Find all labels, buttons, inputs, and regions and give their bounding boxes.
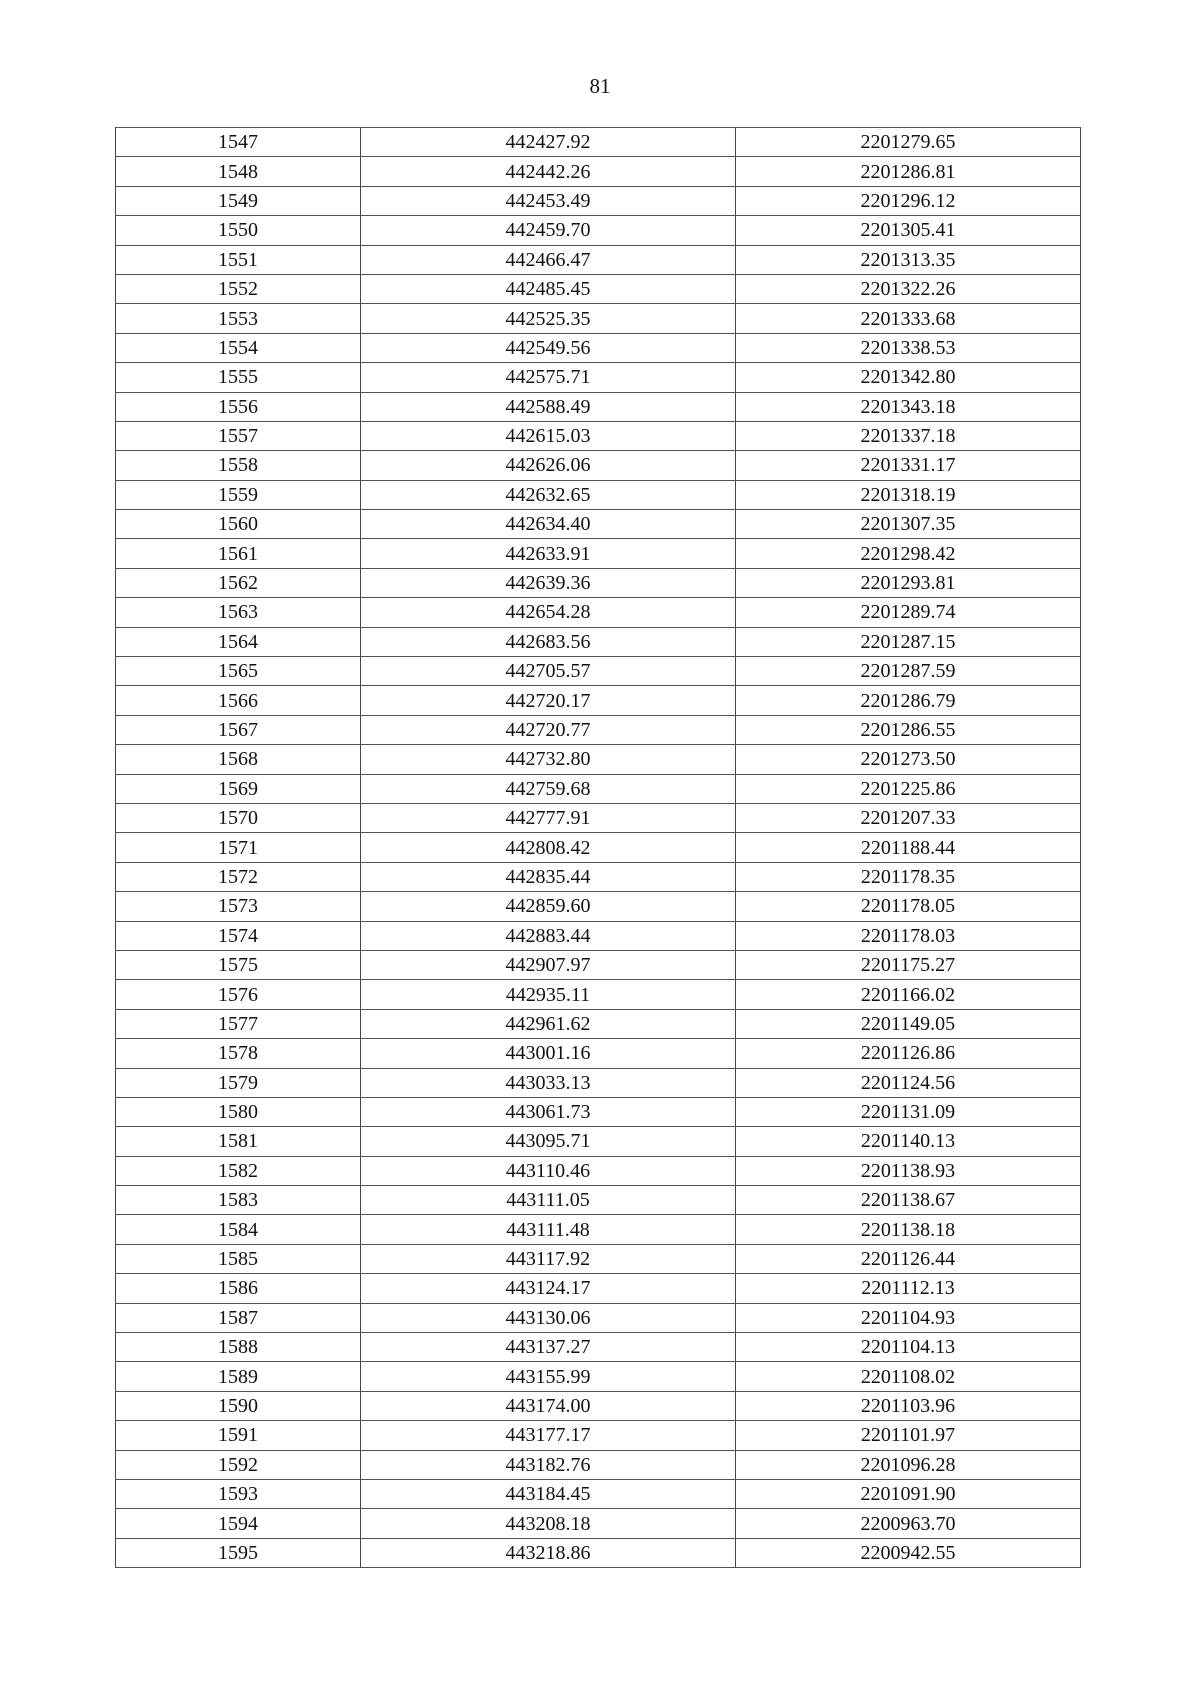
x-coordinate-cell: 442575.71 (361, 363, 736, 392)
x-coordinate-cell: 443137.27 (361, 1333, 736, 1362)
x-coordinate-cell: 443174.00 (361, 1391, 736, 1420)
table-row (116, 1068, 1081, 1097)
x-coordinate-cell: 443001.16 (361, 1039, 736, 1068)
x-coordinate-cell: 442961.62 (361, 1009, 736, 1038)
y-coordinate-cell: 2201140.13 (736, 1127, 1081, 1156)
table-row (116, 1479, 1081, 1508)
point-number-cell: 1559 (116, 480, 361, 509)
point-number-cell: 1566 (116, 686, 361, 715)
point-number-cell: 1580 (116, 1097, 361, 1126)
x-coordinate-cell: 442732.80 (361, 745, 736, 774)
y-coordinate-cell: 2201338.53 (736, 333, 1081, 362)
x-coordinate-cell: 442883.44 (361, 921, 736, 950)
y-coordinate-cell: 2201331.17 (736, 451, 1081, 480)
x-coordinate-cell: 442453.49 (361, 186, 736, 215)
x-coordinate-cell: 442634.40 (361, 510, 736, 539)
x-coordinate-cell: 443130.06 (361, 1303, 736, 1332)
coordinates-table (115, 127, 1081, 1568)
x-coordinate-cell: 442759.68 (361, 774, 736, 803)
table-row (116, 950, 1081, 979)
page-number: 81 (589, 74, 611, 98)
x-coordinate-cell: 442549.56 (361, 333, 736, 362)
table-row (116, 1127, 1081, 1156)
y-coordinate-cell: 2200942.55 (736, 1538, 1081, 1567)
table-row (116, 392, 1081, 421)
x-coordinate-cell: 443177.17 (361, 1421, 736, 1450)
y-coordinate-cell: 2201178.05 (736, 892, 1081, 921)
table-row (116, 1450, 1081, 1479)
point-number-cell: 1562 (116, 568, 361, 597)
y-coordinate-cell: 2201342.80 (736, 363, 1081, 392)
table-row (116, 568, 1081, 597)
table-row (116, 627, 1081, 656)
x-coordinate-cell: 442835.44 (361, 862, 736, 891)
table-row (116, 245, 1081, 274)
table-row (116, 510, 1081, 539)
y-coordinate-cell: 2201126.44 (736, 1244, 1081, 1273)
point-number-cell: 1594 (116, 1509, 361, 1538)
x-coordinate-cell: 443033.13 (361, 1068, 736, 1097)
x-coordinate-cell: 442588.49 (361, 392, 736, 421)
y-coordinate-cell: 2201225.86 (736, 774, 1081, 803)
y-coordinate-cell: 2201305.41 (736, 216, 1081, 245)
x-coordinate-cell: 442485.45 (361, 274, 736, 303)
table-row (116, 686, 1081, 715)
y-coordinate-cell: 2201149.05 (736, 1009, 1081, 1038)
y-coordinate-cell: 2201343.18 (736, 392, 1081, 421)
x-coordinate-cell: 442859.60 (361, 892, 736, 921)
x-coordinate-cell: 442777.91 (361, 803, 736, 832)
table-row (116, 1509, 1081, 1538)
point-number-cell: 1574 (116, 921, 361, 950)
point-number-cell: 1591 (116, 1421, 361, 1450)
y-coordinate-cell: 2201138.18 (736, 1215, 1081, 1244)
y-coordinate-cell: 2201318.19 (736, 480, 1081, 509)
point-number-cell: 1553 (116, 304, 361, 333)
table-row (116, 128, 1081, 157)
x-coordinate-cell: 442720.17 (361, 686, 736, 715)
x-coordinate-cell: 443111.05 (361, 1186, 736, 1215)
x-coordinate-cell: 443110.46 (361, 1156, 736, 1185)
x-coordinate-cell: 443182.76 (361, 1450, 736, 1479)
point-number-cell: 1550 (116, 216, 361, 245)
point-number-cell: 1593 (116, 1479, 361, 1508)
table-row (116, 803, 1081, 832)
point-number-cell: 1590 (116, 1391, 361, 1420)
x-coordinate-cell: 443095.71 (361, 1127, 736, 1156)
x-coordinate-cell: 443184.45 (361, 1479, 736, 1508)
y-coordinate-cell: 2201298.42 (736, 539, 1081, 568)
point-number-cell: 1569 (116, 774, 361, 803)
x-coordinate-cell: 442683.56 (361, 627, 736, 656)
table-row (116, 333, 1081, 362)
y-coordinate-cell: 2201296.12 (736, 186, 1081, 215)
x-coordinate-cell: 442654.28 (361, 598, 736, 627)
x-coordinate-cell: 443111.48 (361, 1215, 736, 1244)
point-number-cell: 1578 (116, 1039, 361, 1068)
y-coordinate-cell: 2201307.35 (736, 510, 1081, 539)
y-coordinate-cell: 2201188.44 (736, 833, 1081, 862)
point-number-cell: 1548 (116, 157, 361, 186)
x-coordinate-cell: 443124.17 (361, 1274, 736, 1303)
x-coordinate-cell: 443061.73 (361, 1097, 736, 1126)
y-coordinate-cell: 2201108.02 (736, 1362, 1081, 1391)
table-row (116, 774, 1081, 803)
x-coordinate-cell: 443208.18 (361, 1509, 736, 1538)
y-coordinate-cell: 2201287.15 (736, 627, 1081, 656)
point-number-cell: 1561 (116, 539, 361, 568)
x-coordinate-cell: 442720.77 (361, 715, 736, 744)
table-row (116, 451, 1081, 480)
y-coordinate-cell: 2201273.50 (736, 745, 1081, 774)
point-number-cell: 1595 (116, 1538, 361, 1567)
x-coordinate-cell: 443218.86 (361, 1538, 736, 1567)
table-row (116, 598, 1081, 627)
x-coordinate-cell: 442907.97 (361, 950, 736, 979)
point-number-cell: 1555 (116, 363, 361, 392)
y-coordinate-cell: 2201138.67 (736, 1186, 1081, 1215)
point-number-cell: 1563 (116, 598, 361, 627)
point-number-cell: 1568 (116, 745, 361, 774)
x-coordinate-cell: 442626.06 (361, 451, 736, 480)
table-row (116, 1274, 1081, 1303)
table-row (116, 1039, 1081, 1068)
point-number-cell: 1547 (116, 128, 361, 157)
table-row (116, 833, 1081, 862)
point-number-cell: 1573 (116, 892, 361, 921)
point-number-cell: 1575 (116, 950, 361, 979)
y-coordinate-cell: 2201131.09 (736, 1097, 1081, 1126)
y-coordinate-cell: 2201287.59 (736, 657, 1081, 686)
x-coordinate-cell: 443155.99 (361, 1362, 736, 1391)
y-coordinate-cell: 2201104.13 (736, 1333, 1081, 1362)
y-coordinate-cell: 2201207.33 (736, 803, 1081, 832)
table-row (116, 715, 1081, 744)
point-number-cell: 1584 (116, 1215, 361, 1244)
x-coordinate-cell: 442525.35 (361, 304, 736, 333)
table-row (116, 1097, 1081, 1126)
point-number-cell: 1554 (116, 333, 361, 362)
point-number-cell: 1583 (116, 1186, 361, 1215)
coordinates-table-body (116, 128, 1081, 1568)
y-coordinate-cell: 2201333.68 (736, 304, 1081, 333)
point-number-cell: 1560 (116, 510, 361, 539)
y-coordinate-cell: 2201313.35 (736, 245, 1081, 274)
point-number-cell: 1571 (116, 833, 361, 862)
table-row (116, 1538, 1081, 1567)
point-number-cell: 1556 (116, 392, 361, 421)
table-row (116, 657, 1081, 686)
table-row (116, 1333, 1081, 1362)
table-row (116, 1186, 1081, 1215)
x-coordinate-cell: 442705.57 (361, 657, 736, 686)
y-coordinate-cell: 2201289.74 (736, 598, 1081, 627)
table-row (116, 1421, 1081, 1450)
y-coordinate-cell: 2201096.28 (736, 1450, 1081, 1479)
point-number-cell: 1588 (116, 1333, 361, 1362)
y-coordinate-cell: 2201124.56 (736, 1068, 1081, 1097)
y-coordinate-cell: 2201286.79 (736, 686, 1081, 715)
table-row (116, 539, 1081, 568)
y-coordinate-cell: 2201178.03 (736, 921, 1081, 950)
table-row (116, 274, 1081, 303)
y-coordinate-cell: 2201279.65 (736, 128, 1081, 157)
x-coordinate-cell: 443117.92 (361, 1244, 736, 1273)
table-row (116, 892, 1081, 921)
x-coordinate-cell: 442632.65 (361, 480, 736, 509)
x-coordinate-cell: 442615.03 (361, 421, 736, 450)
y-coordinate-cell: 2201286.81 (736, 157, 1081, 186)
x-coordinate-cell: 442442.26 (361, 157, 736, 186)
x-coordinate-cell: 442427.92 (361, 128, 736, 157)
table-row (116, 862, 1081, 891)
table-row (116, 1215, 1081, 1244)
y-coordinate-cell: 2201322.26 (736, 274, 1081, 303)
table-row (116, 1362, 1081, 1391)
x-coordinate-cell: 442639.36 (361, 568, 736, 597)
table-row (116, 1244, 1081, 1273)
point-number-cell: 1586 (116, 1274, 361, 1303)
x-coordinate-cell: 442459.70 (361, 216, 736, 245)
y-coordinate-cell: 2201101.97 (736, 1421, 1081, 1450)
table-row (116, 363, 1081, 392)
x-coordinate-cell: 442808.42 (361, 833, 736, 862)
table-row (116, 157, 1081, 186)
y-coordinate-cell: 2201286.55 (736, 715, 1081, 744)
table-row (116, 216, 1081, 245)
table-row (116, 980, 1081, 1009)
table-row (116, 186, 1081, 215)
point-number-cell: 1557 (116, 421, 361, 450)
table-row (116, 745, 1081, 774)
point-number-cell: 1567 (116, 715, 361, 744)
y-coordinate-cell: 2201178.35 (736, 862, 1081, 891)
y-coordinate-cell: 2201293.81 (736, 568, 1081, 597)
point-number-cell: 1558 (116, 451, 361, 480)
y-coordinate-cell: 2201138.93 (736, 1156, 1081, 1185)
x-coordinate-cell: 442466.47 (361, 245, 736, 274)
x-coordinate-cell: 442935.11 (361, 980, 736, 1009)
table-row (116, 421, 1081, 450)
x-coordinate-cell: 442633.91 (361, 539, 736, 568)
point-number-cell: 1581 (116, 1127, 361, 1156)
point-number-cell: 1576 (116, 980, 361, 1009)
y-coordinate-cell: 2201337.18 (736, 421, 1081, 450)
point-number-cell: 1572 (116, 862, 361, 891)
y-coordinate-cell: 2201175.27 (736, 950, 1081, 979)
point-number-cell: 1552 (116, 274, 361, 303)
point-number-cell: 1577 (116, 1009, 361, 1038)
y-coordinate-cell: 2201104.93 (736, 1303, 1081, 1332)
table-row (116, 1009, 1081, 1038)
table-row (116, 1391, 1081, 1420)
point-number-cell: 1589 (116, 1362, 361, 1391)
point-number-cell: 1570 (116, 803, 361, 832)
point-number-cell: 1579 (116, 1068, 361, 1097)
point-number-cell: 1585 (116, 1244, 361, 1273)
point-number-cell: 1587 (116, 1303, 361, 1332)
point-number-cell: 1582 (116, 1156, 361, 1185)
table-row (116, 1303, 1081, 1332)
point-number-cell: 1565 (116, 657, 361, 686)
y-coordinate-cell: 2201126.86 (736, 1039, 1081, 1068)
table-row (116, 1156, 1081, 1185)
table-row (116, 480, 1081, 509)
y-coordinate-cell: 2201166.02 (736, 980, 1081, 1009)
table-row (116, 304, 1081, 333)
y-coordinate-cell: 2201112.13 (736, 1274, 1081, 1303)
table-row (116, 921, 1081, 950)
point-number-cell: 1549 (116, 186, 361, 215)
point-number-cell: 1592 (116, 1450, 361, 1479)
point-number-cell: 1551 (116, 245, 361, 274)
point-number-cell: 1564 (116, 627, 361, 656)
y-coordinate-cell: 2200963.70 (736, 1509, 1081, 1538)
y-coordinate-cell: 2201103.96 (736, 1391, 1081, 1420)
y-coordinate-cell: 2201091.90 (736, 1479, 1081, 1508)
